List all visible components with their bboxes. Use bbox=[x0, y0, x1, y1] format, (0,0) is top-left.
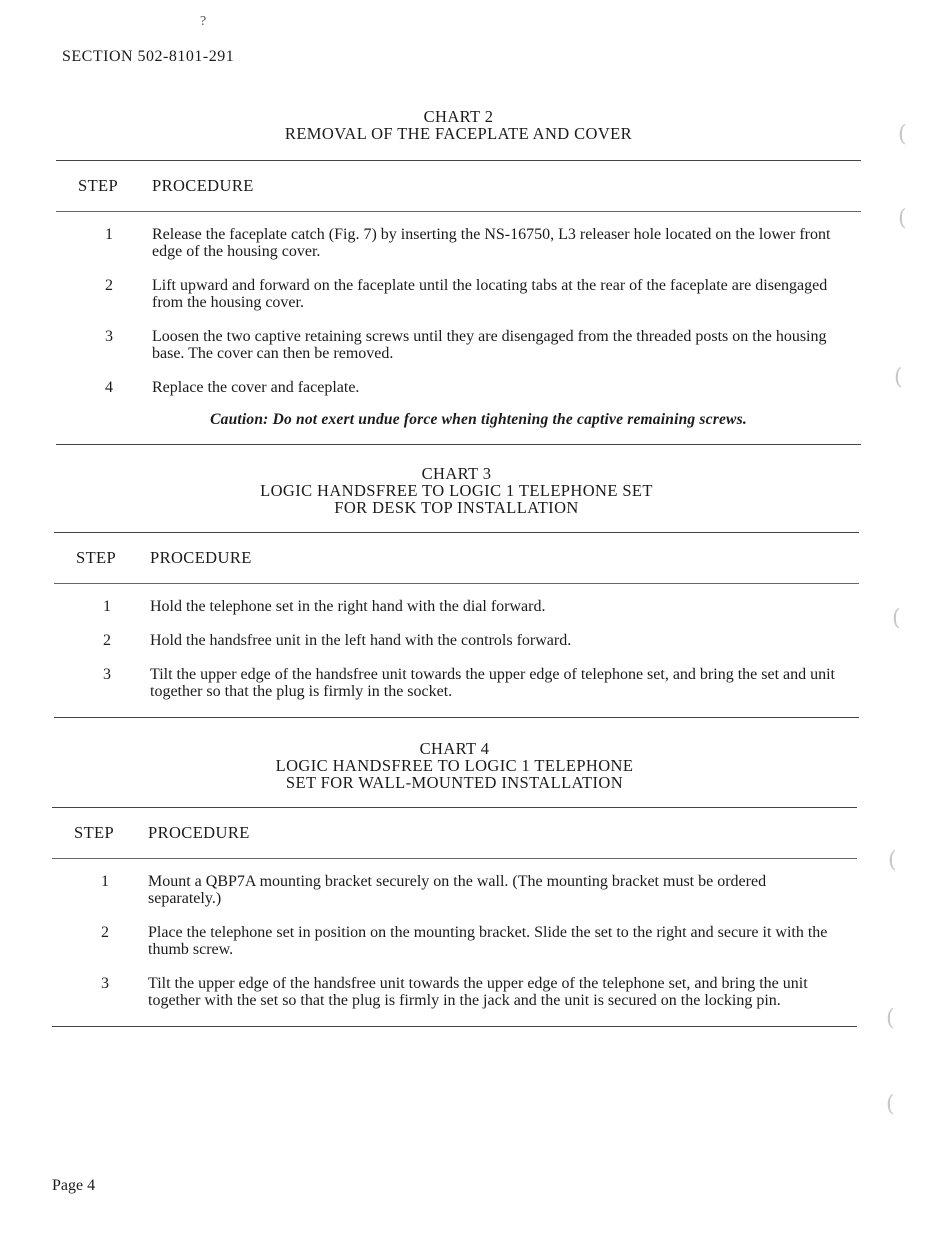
column-header-row bbox=[52, 808, 857, 858]
step-text: Lift upward and forward on the faceplate until the locating tabs at the rear of the faceplate are disengaged from the housing cover. bbox=[152, 277, 828, 311]
stray-mark: ? bbox=[200, 14, 207, 29]
step-text: Loosen the two captive retaining screws until they are disengaged from the threaded posts on the housing base. The cover can then be removed. bbox=[152, 328, 827, 362]
step-text: Mount a QBP7A mounting bracket securely on the wall. (The mounting bracket must be ordered separately.) bbox=[148, 873, 767, 907]
step-row bbox=[56, 226, 861, 260]
caution-note: Caution: Do not exert undue force when tightening the captive remaining screws. bbox=[210, 411, 747, 428]
step-text: Place the telephone set in position on the mounting bracket. Slide the set to the right and secure it with the thumb screw. bbox=[148, 924, 828, 958]
step-number: 2 bbox=[103, 632, 111, 649]
step-number: 3 bbox=[101, 975, 109, 992]
step-column-header: STEP bbox=[76, 548, 117, 567]
step-row bbox=[56, 328, 861, 362]
procedure-column-header: PROCEDURE bbox=[152, 176, 254, 195]
chart-heading: LOGIC HANDSFREE TO LOGIC 1 TELEPHONE bbox=[275, 756, 634, 775]
chart-number: CHART 2 bbox=[423, 107, 494, 126]
steps-list bbox=[52, 859, 857, 1009]
step-number: 1 bbox=[105, 226, 113, 243]
page-number: Page 4 bbox=[52, 1177, 96, 1194]
procedure-column-header: PROCEDURE bbox=[150, 548, 252, 567]
step-column-header: STEP bbox=[78, 176, 119, 195]
chart-title bbox=[56, 108, 861, 142]
chart-heading: SET FOR WALL-MOUNTED INSTALLATION bbox=[285, 773, 624, 792]
step-number: 4 bbox=[105, 379, 113, 396]
chart-3 bbox=[54, 465, 859, 718]
margin-mark: ( bbox=[894, 365, 903, 390]
chart-2 bbox=[56, 108, 861, 445]
step-text: Release the faceplate catch (Fig. 7) by inserting the NS-16750, L3 releaser hole located on the lower front edge of the housing cover. bbox=[152, 226, 831, 260]
step-row bbox=[56, 277, 861, 311]
divider bbox=[52, 1026, 857, 1027]
chart-number: CHART 3 bbox=[421, 464, 492, 483]
chart-title bbox=[52, 740, 857, 791]
step-row bbox=[52, 873, 857, 907]
chart-heading: REMOVAL OF THE FACEPLATE AND COVER bbox=[284, 124, 633, 143]
step-text: Replace the cover and faceplate. bbox=[152, 379, 360, 396]
step-row bbox=[54, 666, 859, 700]
step-text: Tilt the upper edge of the handsfree unit towards the upper edge of telephone set, and bring the set and unit together so that the plug is firmly in the socket. bbox=[150, 666, 835, 700]
chart-title bbox=[54, 465, 859, 516]
step-row bbox=[54, 598, 859, 615]
chart-heading: LOGIC HANDSFREE TO LOGIC 1 TELEPHONE SET bbox=[260, 481, 653, 500]
step-number: 1 bbox=[103, 598, 111, 615]
procedure-column-header: PROCEDURE bbox=[148, 823, 250, 842]
margin-mark: ( bbox=[892, 606, 901, 631]
step-row bbox=[54, 632, 859, 649]
steps-list bbox=[56, 212, 861, 429]
step-number: 3 bbox=[105, 328, 113, 345]
divider bbox=[54, 717, 859, 718]
column-header-row bbox=[54, 533, 859, 583]
step-text: Hold the telephone set in the right hand with the dial forward. bbox=[150, 598, 546, 615]
steps-list bbox=[54, 584, 859, 700]
step-row bbox=[52, 975, 857, 1009]
step-text: Hold the handsfree unit in the left hand with the controls forward. bbox=[150, 632, 572, 649]
chart-number: CHART 4 bbox=[419, 739, 490, 758]
margin-mark: ( bbox=[898, 122, 907, 147]
column-header-row bbox=[56, 161, 861, 211]
step-number: 2 bbox=[105, 277, 113, 294]
margin-mark: ( bbox=[886, 1006, 895, 1031]
chart-4 bbox=[52, 740, 857, 1027]
step-row bbox=[56, 379, 861, 396]
step-number: 3 bbox=[103, 666, 111, 683]
margin-mark: ( bbox=[898, 206, 907, 231]
section-number: SECTION 502-8101-291 bbox=[62, 48, 235, 65]
step-number: 2 bbox=[101, 924, 109, 941]
chart-heading: FOR DESK TOP INSTALLATION bbox=[334, 498, 579, 517]
margin-mark: ( bbox=[888, 848, 897, 873]
step-row bbox=[52, 924, 857, 958]
divider bbox=[56, 444, 861, 445]
margin-mark: ( bbox=[886, 1092, 895, 1117]
step-text: Tilt the upper edge of the handsfree unit towards the upper edge of the telephone set, and bring the unit together with the set so that the plug is firmly in the jack and the unit is secured on the locking pin. bbox=[148, 975, 808, 1009]
step-column-header: STEP bbox=[74, 823, 115, 842]
step-number: 1 bbox=[101, 873, 109, 890]
